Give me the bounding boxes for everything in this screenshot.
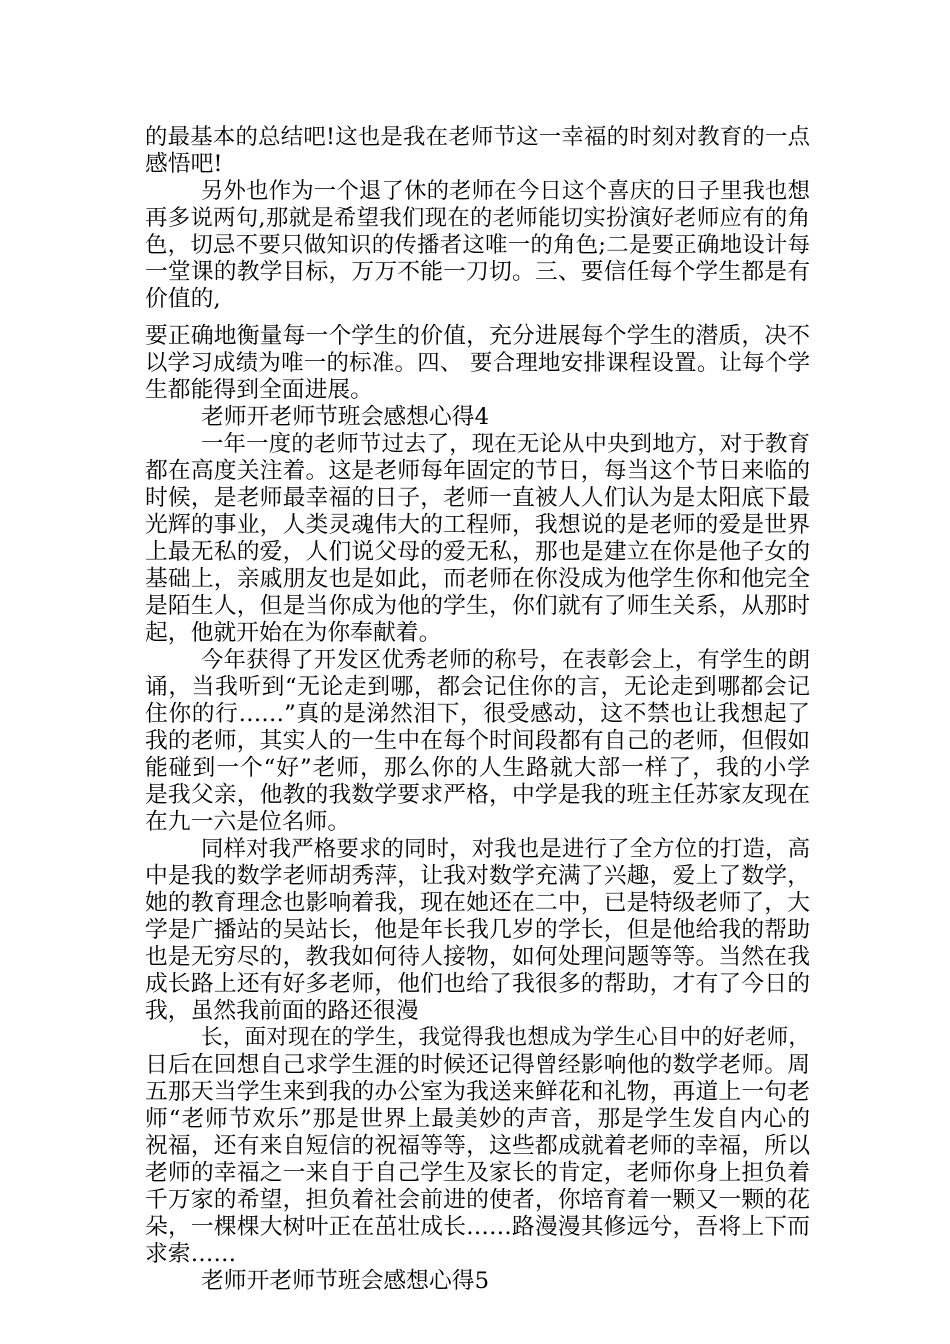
text-line: 日后在回想自己求学生涯的时候还记得曾经影响他的数学老师。周: [145, 1052, 810, 1078]
text-line: 朵，一棵棵大树叶正在茁壮成长……路漫漫其修远兮，吾将上下而: [145, 1214, 810, 1240]
text-line: 我的老师，其实人的一生中在每个时间段都有自己的老师，但假如: [145, 728, 810, 754]
text-line: 要正确地衡量每一个学生的价值，充分进展每个学生的潜质，决不: [145, 323, 810, 349]
text-line: 她的教育理念也影响着我，现在她还在二中，已是特级老师了，大: [145, 890, 810, 916]
text-line: 光辉的事业，人类灵魂伟大的工程师，我想说的是老师的爱是世界: [145, 512, 810, 538]
text-line: 感悟吧!: [145, 151, 223, 177]
text-line: 求索……: [145, 1241, 237, 1267]
text-line: 祝福，还有来自短信的祝福等等，这些都成就着老师的幸福，所以: [145, 1133, 810, 1159]
text-line: 另外也作为一个退了休的老师在今日这个喜庆的日子里我也想: [201, 178, 810, 204]
text-line: 上最无私的爱，人们说父母的爱无私，那也是建立在你是他子女的: [145, 539, 810, 565]
text-line: 是我父亲，他教的我数学要求严格，中学是我的班主任苏家友现在: [145, 782, 810, 808]
text-line: 一年一度的老师节过去了，现在无论从中央到地方，对于教育: [201, 431, 810, 457]
text-line: 学是广播站的吴站长，他是年长我几岁的学长，但是他给我的帮助: [145, 917, 810, 943]
text-line: 是陌生人，但是当你成为他的学生，你们就有了师生关系，从那时: [145, 593, 810, 619]
text-line: 生都能得到全面进展。: [145, 377, 373, 403]
text-line: 也是无穷尽的，教我如何待人接物，如何处理问题等等。当然在我: [145, 944, 810, 970]
text-line: 都在高度关注着。这是老师每年固定的节日，每当这个节日来临的: [145, 458, 810, 484]
text-line: 千万家的希望，担负着社会前进的使者，你培育着一颗又一颗的花: [145, 1187, 810, 1213]
text-line: 一堂课的教学目标，万万不能一刀切。三、要信任每个学生都是有: [145, 259, 810, 285]
text-line: 今年获得了开发区优秀老师的称号，在表彰会上，有学生的朗: [201, 647, 810, 673]
text-line: 同样对我严格要求的同时，对我也是进行了全方位的打造，高: [201, 836, 810, 862]
text-line: 的最基本的总结吧!这也是我在老师节这一幸福的时刻对教育的一点: [145, 124, 810, 150]
text-line: 时候，是老师最幸福的日子，老师一直被人人们认为是太阳底下最: [145, 485, 810, 511]
text-line: 老师的幸福之一来自于自己学生及家长的肯定，老师你身上担负着: [145, 1160, 810, 1186]
text-line: 以学习成绩为唯一的标准。四、 要合理地安排课程设置。让每个学: [145, 350, 810, 376]
text-line: 诵，当我听到“无论走到哪，都会记住你的言，无论走到哪都会记: [145, 674, 810, 700]
text-line: 再多说两句,那就是希望我们现在的老师能切实扮演好老师应有的角: [145, 205, 810, 231]
text-line: 中是我的数学老师胡秀萍，让我对数学充满了兴趣，爱上了数学，: [145, 863, 810, 889]
text-line: 在九一六是位名师。: [145, 809, 351, 835]
section-heading: 老师开老师节班会感想心得5: [201, 1268, 490, 1294]
section-heading: 老师开老师节班会感想心得4: [201, 404, 490, 430]
text-line: 能碰到一个“好”老师，那么你的人生路就大部一样了，我的小学: [145, 755, 810, 781]
text-line: 我，虽然我前面的路还很漫: [145, 998, 419, 1024]
text-line: 基础上，亲戚朋友也是如此，而老师在你没成为他学生你和他完全: [145, 566, 810, 592]
text-line: 价值的,: [145, 286, 221, 312]
text-line: 起，他就开始在为你奉献着。: [145, 620, 442, 646]
text-line: 五那天当学生来到我的办公室为我送来鲜花和礼物，再道上一句老: [145, 1079, 810, 1105]
text-line: 成长路上还有好多老师，他们也给了我很多的帮助，才有了今日的: [145, 971, 810, 997]
text-line: 师“老师节欢乐”那是世界上最美妙的声音，那是学生发自内心的: [145, 1106, 810, 1132]
text-line: 长，面对现在的学生，我觉得我也想成为学生心目中的好老师，: [201, 1025, 810, 1050]
text-line: 色，切忌不要只做知识的传播者这唯一的角色;二是要正确地设计每: [145, 232, 810, 258]
text-line: 住你的行……”真的是涕然泪下，很受感动，这不禁也让我想起了: [145, 701, 810, 727]
